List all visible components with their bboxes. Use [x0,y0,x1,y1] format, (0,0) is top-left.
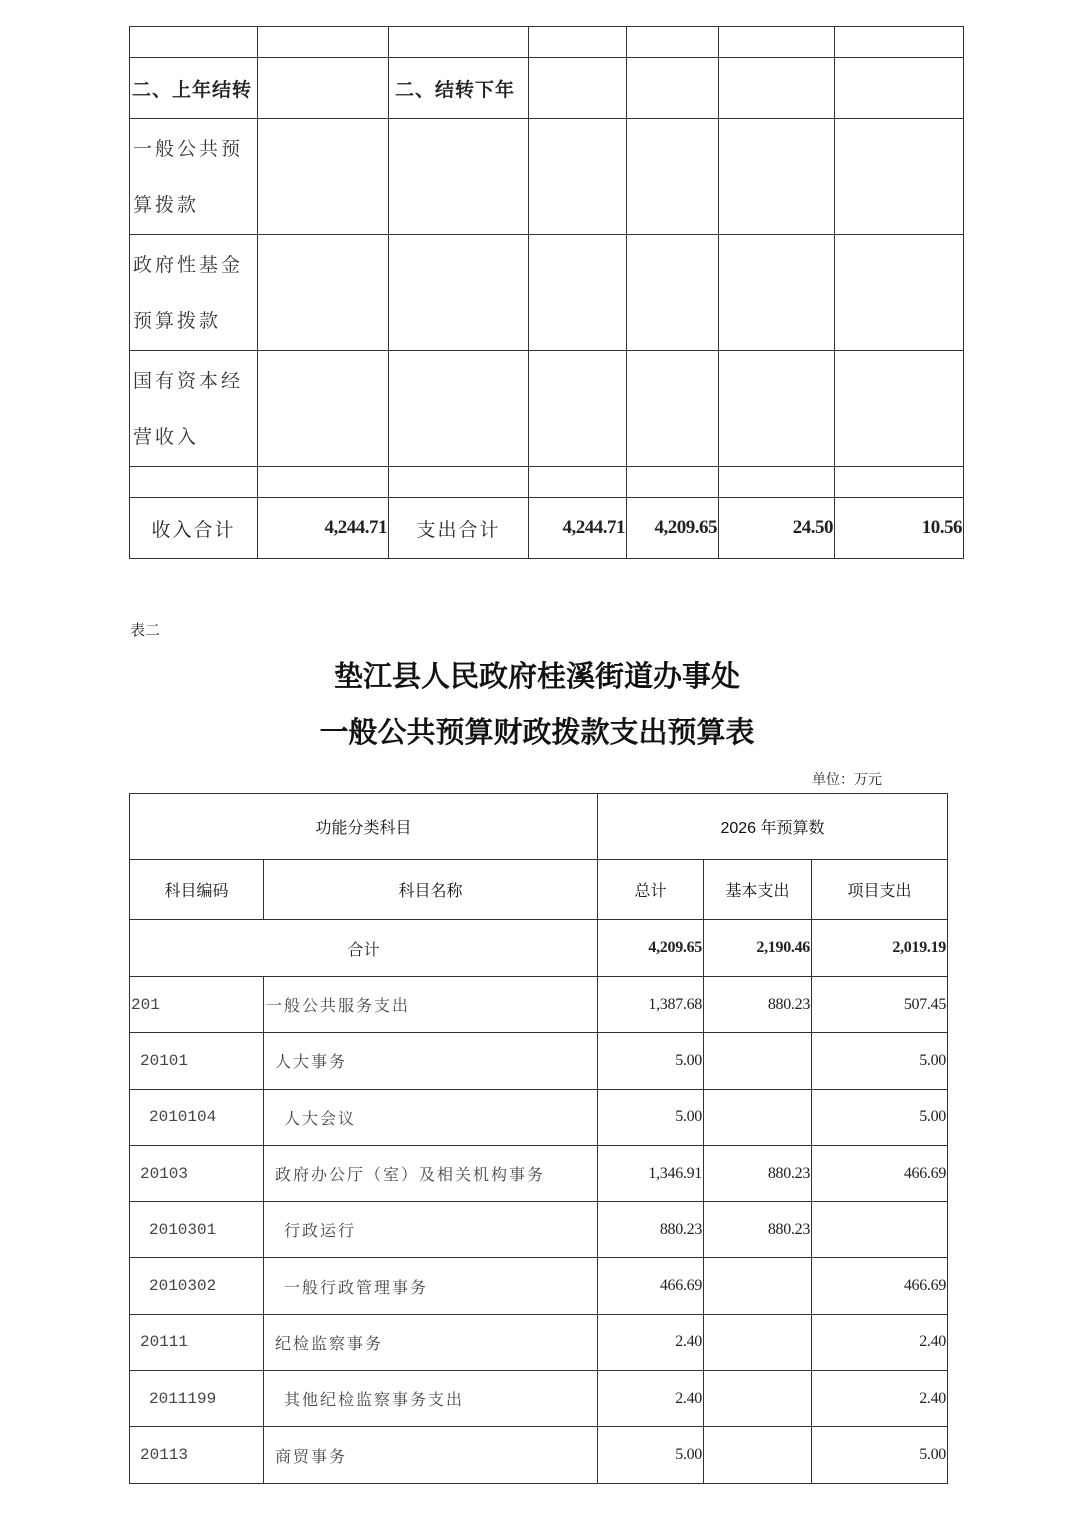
table-cell [627,119,719,235]
header-code: 科目编码 [130,860,264,920]
label-line: 国有资本经 [133,369,244,392]
table-cell [835,119,964,235]
label-line: 算拨款 [133,193,200,216]
basic-amount: 880.23 [704,1145,812,1201]
basic-amount [704,1314,812,1370]
header-name: 科目名称 [264,860,598,920]
table-cell [719,27,835,58]
total-label: 合计 [130,920,598,977]
basic-amount: 880.23 [704,1202,812,1258]
header-total: 总计 [598,860,704,920]
total-project: 2,019.19 [812,920,948,977]
table-row [130,1314,948,1370]
project-amount [812,1202,948,1258]
total-amount: 2.40 [598,1314,704,1370]
income-total-value: 4,244.71 [258,498,389,559]
table-cell [389,119,529,235]
table-row [130,1202,948,1258]
account-name: 商贸事务 [264,1427,598,1483]
table-cell [258,235,389,351]
income-item-carryover: 二、上年结转 [130,58,258,119]
table-cell [130,27,258,58]
table-cell [130,467,258,498]
table-cell [835,27,964,58]
header-budget-year: 2026 年预算数 [598,794,948,860]
table-cell [529,235,627,351]
total-col-6: 24.50 [719,498,835,559]
table-row [130,1427,948,1483]
table-row [130,1371,948,1427]
table-row [130,27,964,58]
table-tag: 表二 [130,621,161,639]
label-line: 营收入 [133,425,200,448]
account-code: 20101 [130,1033,264,1089]
table-cell [719,351,835,467]
header-project: 项目支出 [812,860,948,920]
total-amount: 5.00 [598,1089,704,1145]
table-cell [719,58,835,119]
table-cell [258,119,389,235]
total-amount: 2.40 [598,1371,704,1427]
total-amount: 1,387.68 [598,977,704,1033]
basic-amount [704,1033,812,1089]
table-cell [258,58,389,119]
table-cell [529,467,627,498]
total-amount: 5.00 [598,1427,704,1483]
table-row [130,1258,948,1314]
total-value: 4,209.65 [598,920,704,977]
expense-total-label: 支出合计 [389,498,529,559]
label-line: 政府性基金 [133,253,244,276]
income-total-label: 收入合计 [130,498,258,559]
table-cell [627,235,719,351]
header-basic: 基本支出 [704,860,812,920]
income-item-gov-fund [130,235,258,351]
account-name: 政府办公厅（室）及相关机构事务 [264,1145,598,1201]
table-cell [258,27,389,58]
total-amount: 466.69 [598,1258,704,1314]
table-row [130,467,964,498]
project-amount: 5.00 [812,1089,948,1145]
table-cell [627,27,719,58]
table-cell [258,467,389,498]
table-row [130,1033,948,1089]
total-amount: 880.23 [598,1202,704,1258]
table-cell [835,58,964,119]
table-cell [529,58,627,119]
project-amount: 466.69 [812,1258,948,1314]
total-amount: 1,346.91 [598,1145,704,1201]
table-cell [835,467,964,498]
table-cell [529,119,627,235]
table-row [130,58,964,119]
table-cell [835,351,964,467]
header-row-group [130,794,948,860]
basic-amount [704,1371,812,1427]
expense-total-value: 4,244.71 [529,498,627,559]
account-code: 2010104 [130,1089,264,1145]
table-row [130,1089,948,1145]
account-name: 一般行政管理事务 [264,1258,598,1314]
table-row [130,351,964,467]
table-cell [389,27,529,58]
table-row [130,977,948,1033]
project-amount: 5.00 [812,1033,948,1089]
account-code: 2010301 [130,1202,264,1258]
total-amount: 5.00 [598,1033,704,1089]
account-code: 2011199 [130,1371,264,1427]
account-code: 20113 [130,1427,264,1483]
table-cell [529,27,627,58]
label-line: 一般公共预 [133,137,244,160]
page-title-line-2: 一般公共预算财政拨款支出预算表 [319,715,755,749]
account-name: 其他纪检监察事务支出 [264,1371,598,1427]
table-row [130,119,964,235]
basic-amount [704,1089,812,1145]
header-row [130,860,948,920]
project-amount: 5.00 [812,1427,948,1483]
account-name: 纪检监察事务 [264,1314,598,1370]
basic-amount: 880.23 [704,977,812,1033]
total-basic: 2,190.46 [704,920,812,977]
unit-label: 单位：万元 [812,772,882,788]
basic-amount [704,1427,812,1483]
basic-amount [704,1258,812,1314]
expenditure-budget-table [129,793,948,1484]
account-code: 20103 [130,1145,264,1201]
header-functional-category: 功能分类科目 [130,794,598,860]
total-col-5: 4,209.65 [627,498,719,559]
table-row [130,1145,948,1201]
table-cell [719,235,835,351]
account-code: 201 [130,977,264,1033]
table-cell [627,58,719,119]
table-row [130,235,964,351]
income-item-general-budget [130,119,258,235]
table-cell [627,467,719,498]
income-expense-summary-table [129,26,964,559]
table-cell [389,467,529,498]
account-code: 20111 [130,1314,264,1370]
table-cell [389,235,529,351]
total-col-7: 10.56 [835,498,964,559]
project-amount: 2.40 [812,1314,948,1370]
project-amount: 466.69 [812,1145,948,1201]
total-row [130,920,948,977]
table-cell [389,351,529,467]
table-cell [719,467,835,498]
table-cell [627,351,719,467]
totals-row [130,498,964,559]
page-title-line-1: 垫江县人民政府桂溪街道办事处 [333,659,740,693]
table-cell [529,351,627,467]
account-name: 人大会议 [264,1089,598,1145]
account-name: 人大事务 [264,1033,598,1089]
account-code: 2010302 [130,1258,264,1314]
account-name: 一般公共服务支出 [264,977,598,1033]
income-item-state-capital [130,351,258,467]
project-amount: 2.40 [812,1371,948,1427]
expense-item-carryforward: 二、结转下年 [389,58,529,119]
table-cell [258,351,389,467]
table-cell [719,119,835,235]
label-line: 预算拨款 [133,309,222,332]
account-name: 行政运行 [264,1202,598,1258]
project-amount: 507.45 [812,977,948,1033]
table-cell [835,235,964,351]
